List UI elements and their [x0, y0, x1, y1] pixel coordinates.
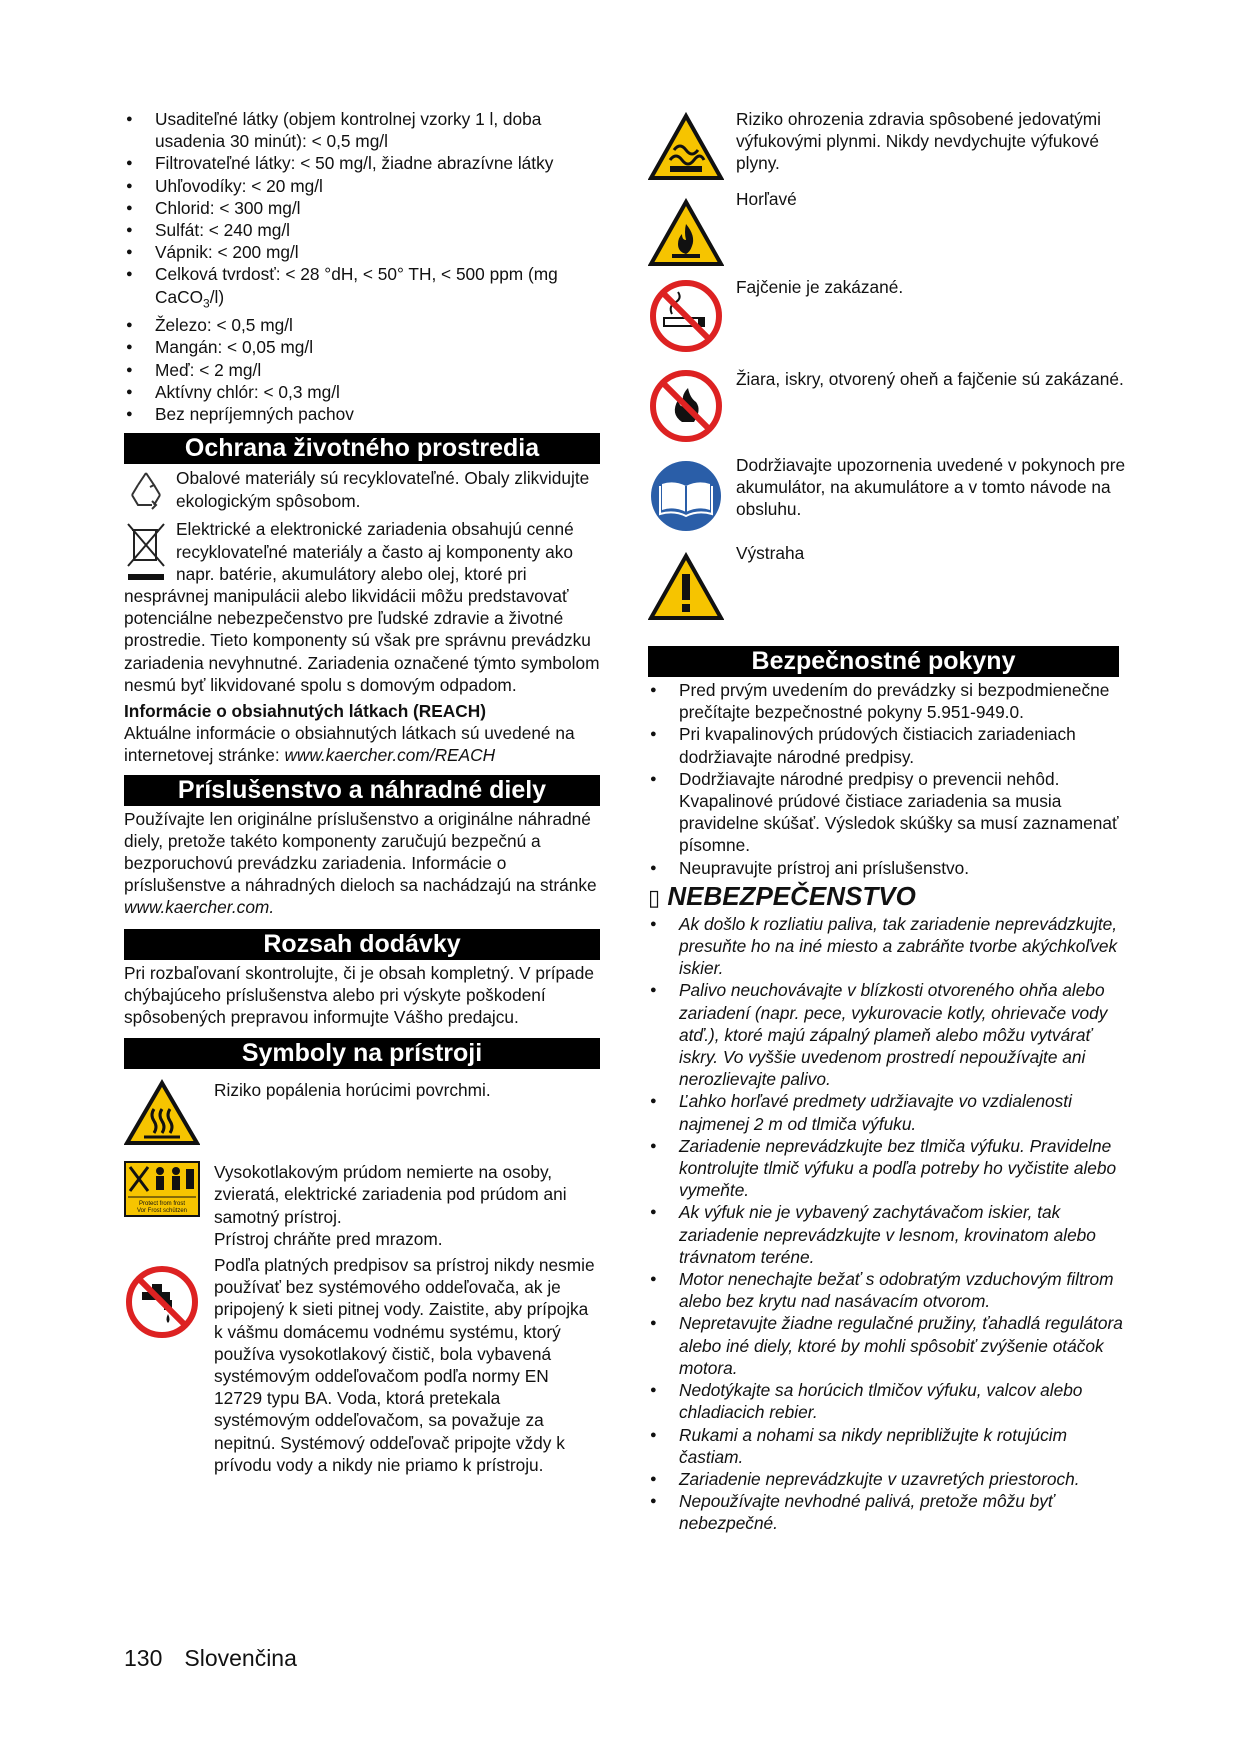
list-item: ● Nedotýkajte sa horúcich tlmičov výfuku, valcov alebo chladiacich rebier.: [648, 1379, 1128, 1423]
section-header-symbols: Symboly na prístroji: [124, 1038, 600, 1069]
electronics-text: Elektrické a elektronické zariadenia obsahujú cenné recyklovateľné materiály a často aj komponenty ako napr. batérie, akumulátory alebo olej, ktoré pri nesprávnej manipulácii alebo likvidácii môžu predstavovať potenciálne nebezpečenstvo pre ľudské zdravie a životné prostredie. Tieto komponenty sú však pre správnu prevádzku zariadenia nevyhnutné. Zariadenia označené týmto symbolom nesmú byť likvidované spolu s domovým odpadom.: [124, 519, 600, 695]
hardness-end: /l): [209, 286, 225, 307]
list-item: ● Ak výfuk nie je vybavený zachytávačom iskier, tak zariadenie neprevádzkujte v lesnom, krovinatom alebo trávnatom teréne.: [648, 1201, 1128, 1268]
list-item: ● Pri kvapalinových prúdových čistiacich zariadeniach dodržiavajte národné predpisy.: [648, 723, 1123, 767]
no-drinking-water-icon: [124, 1254, 214, 1345]
warning-block: [648, 542, 1128, 618]
right-column: [648, 108, 1128, 1535]
list-item: ● Ak došlo k rozliatiu paliva, tak zariadenie neprevádzkujte, presuňte ho na iné miesto a zabráňte tvorbe akýchkoľvek iskier.: [648, 913, 1128, 980]
accessories-link[interactable]: www.kaercher.com.: [124, 897, 275, 918]
delivery-text: Pri rozbaľovaní skontrolujte, či je obsah kompletný. V prípade chýbajúceho príslušenstva alebo pri výskyte poškodení spôsobených prepravou informujte Vášho predajcu.: [124, 962, 594, 1027]
page-footer: [124, 1645, 319, 1672]
list-item: ● Rukami a nohami sa nikdy nepribližujte k rotujúcim častiam.: [648, 1424, 1128, 1468]
read-manual-icon: [648, 454, 736, 539]
accessories-text: Používajte len originálne príslušenstvo a originálne náhradné diely, pretože takéto komponenty zaručujú bezpečnú a bezporuchovú prevádzku zariadenia. Informácie o príslušenstve a náhradných dieloch sa nachádzajú na stránke: [124, 808, 597, 896]
reach-title: Informácie o obsiahnutých látkach (REACH): [124, 700, 487, 721]
toxic-gas-block: [648, 108, 1128, 188]
electronics-block: [124, 518, 600, 696]
svg-text:Vor Frost schützen: Vor Frost schützen: [136, 1208, 188, 1215]
flammable-text: Horľavé: [736, 189, 797, 209]
toxic-gas-text: Riziko ohrozenia zdravia spôsobené jedovatými výfukovými plynmi. Nikdy nevdychujte výfukové plyny.: [736, 109, 1102, 174]
left-column: [124, 108, 600, 1476]
footer-language: Slovenčina: [184, 1645, 297, 1671]
no-fire-text: Žiara, iskry, otvorený oheň a fajčenie sú zakázané.: [736, 369, 1124, 389]
list-item: ● Chlorid: < 300 mg/l: [124, 197, 600, 219]
toxic-gas-icon: [648, 108, 736, 185]
section-header-accessories: Príslušenstvo a náhradné diely: [124, 775, 600, 806]
list-item: ● Motor nenechajte bežať s odobratým vzduchovým filtrom alebo bez krytu nad nasávacím otvorom.: [648, 1268, 1128, 1312]
no-smoking-block: [648, 276, 1128, 360]
hot-surface-icon: [124, 1079, 214, 1152]
list-item: ● Aktívny chlór: < 0,3 mg/l: [124, 381, 600, 403]
list-item: ● Bez nepríjemných pachov: [124, 403, 600, 425]
warning-icon: [648, 542, 736, 627]
svg-text:Protect from frost: Protect from frost: [138, 1201, 186, 1208]
list-item: ● Neupravujte prístroj ani príslušenstvo.: [648, 857, 1123, 879]
section-header-environment: Ochrana životného prostredia: [124, 433, 600, 464]
list-item: ● Palivo neuchovávajte v blízkosti otvoreného ohňa alebo zariadení (napr. pece, vykurovacie kotly, ohrievače vody atď.), ktoré majú zápalný plameň alebo môžu vytvárať iskry. Vo vyššie uvedenom prostredí nepoužívajte ani nerozlievajte palivo.: [648, 979, 1128, 1090]
list-item: [124, 263, 600, 314]
section-header-delivery: Rozsah dodávky: [124, 929, 600, 960]
reach-paragraph: [124, 722, 600, 766]
no-fire-block: [648, 368, 1128, 452]
section-header-safety: Bezpečnostné pokyny: [648, 646, 1119, 677]
list-item: ● Zariadenie neprevádzkujte v uzavretých priestoroch.: [648, 1468, 1128, 1490]
danger-heading: [648, 881, 1128, 913]
warning-text: Výstraha: [736, 543, 805, 563]
reach-text: Aktuálne informácie o obsiahnutých látkach sú uvedené na internetovej stránke:: [124, 723, 575, 766]
no-open-flame-icon: [648, 368, 736, 449]
manual-block: [648, 454, 1128, 542]
list-item: ● Nepretavujte žiadne regulačné pružiny, ťahadlá regulátora alebo iné diely, ktoré by mohli spôsobiť zvýšenie otáčok motora.: [648, 1312, 1128, 1379]
danger-list: [648, 913, 1128, 1535]
hot-surface-block: [124, 1079, 600, 1155]
reach-link[interactable]: www.kaercher.com/REACH: [284, 745, 496, 766]
danger-icon: ▯: [648, 884, 661, 910]
list-item: ● Zariadenie neprevádzkujte bez tlmiča výfuku. Pravidelne kontrolujte tlmič výfuku a podľa potreby ho vyčistite alebo vymeňte.: [648, 1135, 1128, 1202]
list-item: ● Dodržiavajte národné predpisy o prevencii nehôd. Kvapalinové prúdové čistiace zariadenia sa musia pravidelne skúšať. Výsledok skúšky sa musí zaznamenať písomne.: [648, 768, 1123, 857]
list-item: ● Pred prvým uvedením do prevádzky si bezpodmienečne prečítajte bezpečnostné pokyny 5.951-949.0.: [648, 679, 1123, 723]
hot-surface-text: Riziko popálenia horúcimi povrchmi.: [214, 1080, 491, 1101]
frost-text: Prístroj chráňte pred mrazom.: [214, 1228, 443, 1249]
list-item: ● Vápnik: < 200 mg/l: [124, 241, 600, 263]
backflow-block: [124, 1254, 600, 1476]
packaging-block: [124, 467, 600, 516]
jet-block: [124, 1161, 600, 1250]
danger-title: NEBEZPEČENSTVO: [667, 880, 916, 911]
accessories-paragraph: [124, 808, 600, 919]
crossed-bin-icon: [124, 518, 176, 584]
safety-list: [648, 679, 1123, 879]
list-item: ● Usaditeľné látky (objem kontrolnej vzorky 1 l, doba usadenia 30 minút): < 0,5 mg/l: [124, 108, 600, 152]
packaging-text: Obalové materiály sú recyklovateľné. Obaly zlikvidujte ekologickým spôsobom.: [176, 468, 590, 511]
recycle-icon: [124, 467, 176, 516]
hardness-subscript: 3: [203, 296, 210, 311]
no-smoking-text: Fajčenie je zakázané.: [736, 277, 904, 297]
list-item: ● Mangán: < 0,05 mg/l: [124, 336, 600, 358]
list-item: ● Železo: < 0,5 mg/l: [124, 314, 600, 336]
backflow-text: Podľa platných predpisov sa prístroj nikdy nesmie používať bez systémového oddeľovača, ak je pripojený k sieti pitnej vody. Zaistite, aby prípojka k vášmu domácemu vodnému systému, ktorý používa vysokotlakový čistič, bola vybavená systémovým oddeľovačom podľa normy EN 12729 typu BA. Voda, ktorá pretekala systémovým oddeľovačom, sa považuje za nepitnú. Systémový oddeľovač pripojte vždy k prívodu vody a nikdy nie priamo k prístroju.: [214, 1254, 595, 1475]
no-smoking-icon: [648, 276, 736, 359]
flammable-icon: [648, 188, 736, 273]
flammable-block: [648, 188, 1128, 274]
list-item: ● Meď: < 2 mg/l: [124, 359, 600, 381]
jet-text: Vysokotlakovým prúdom nemierte na osoby, zvieratá, elektrické zariadenia pod prúdom ani samotný prístroj.: [214, 1162, 567, 1227]
manual-text: Dodržiavajte upozornenia uvedené v pokynoch pre akumulátor, na akumulátore a v tomto návode na obsluhu.: [736, 455, 1126, 520]
hardness-text: Celková tvrdosť: < 28 °dH, < 50° TH, < 500 ppm (mg CaCO: [155, 264, 558, 307]
list-item: ● Sulfát: < 240 mg/l: [124, 219, 600, 241]
list-item: ● Filtrovateľné látky: < 50 mg/l, žiadne abrazívne látky: [124, 152, 600, 174]
list-item: ● Nepoužívajte nevhodné palivá, pretože môžu byť nebezpečné.: [648, 1490, 1128, 1534]
no-spray-people-icon: [124, 1161, 214, 1222]
list-item: ● Ľahko horľavé predmety udržiavajte vo vzdialenosti najmenej 2 m od tlmiča výfuku.: [648, 1090, 1128, 1134]
water-spec-list: [124, 108, 600, 425]
page-number: 130: [124, 1645, 163, 1671]
list-item: ● Uhľovodíky: < 20 mg/l: [124, 175, 600, 197]
